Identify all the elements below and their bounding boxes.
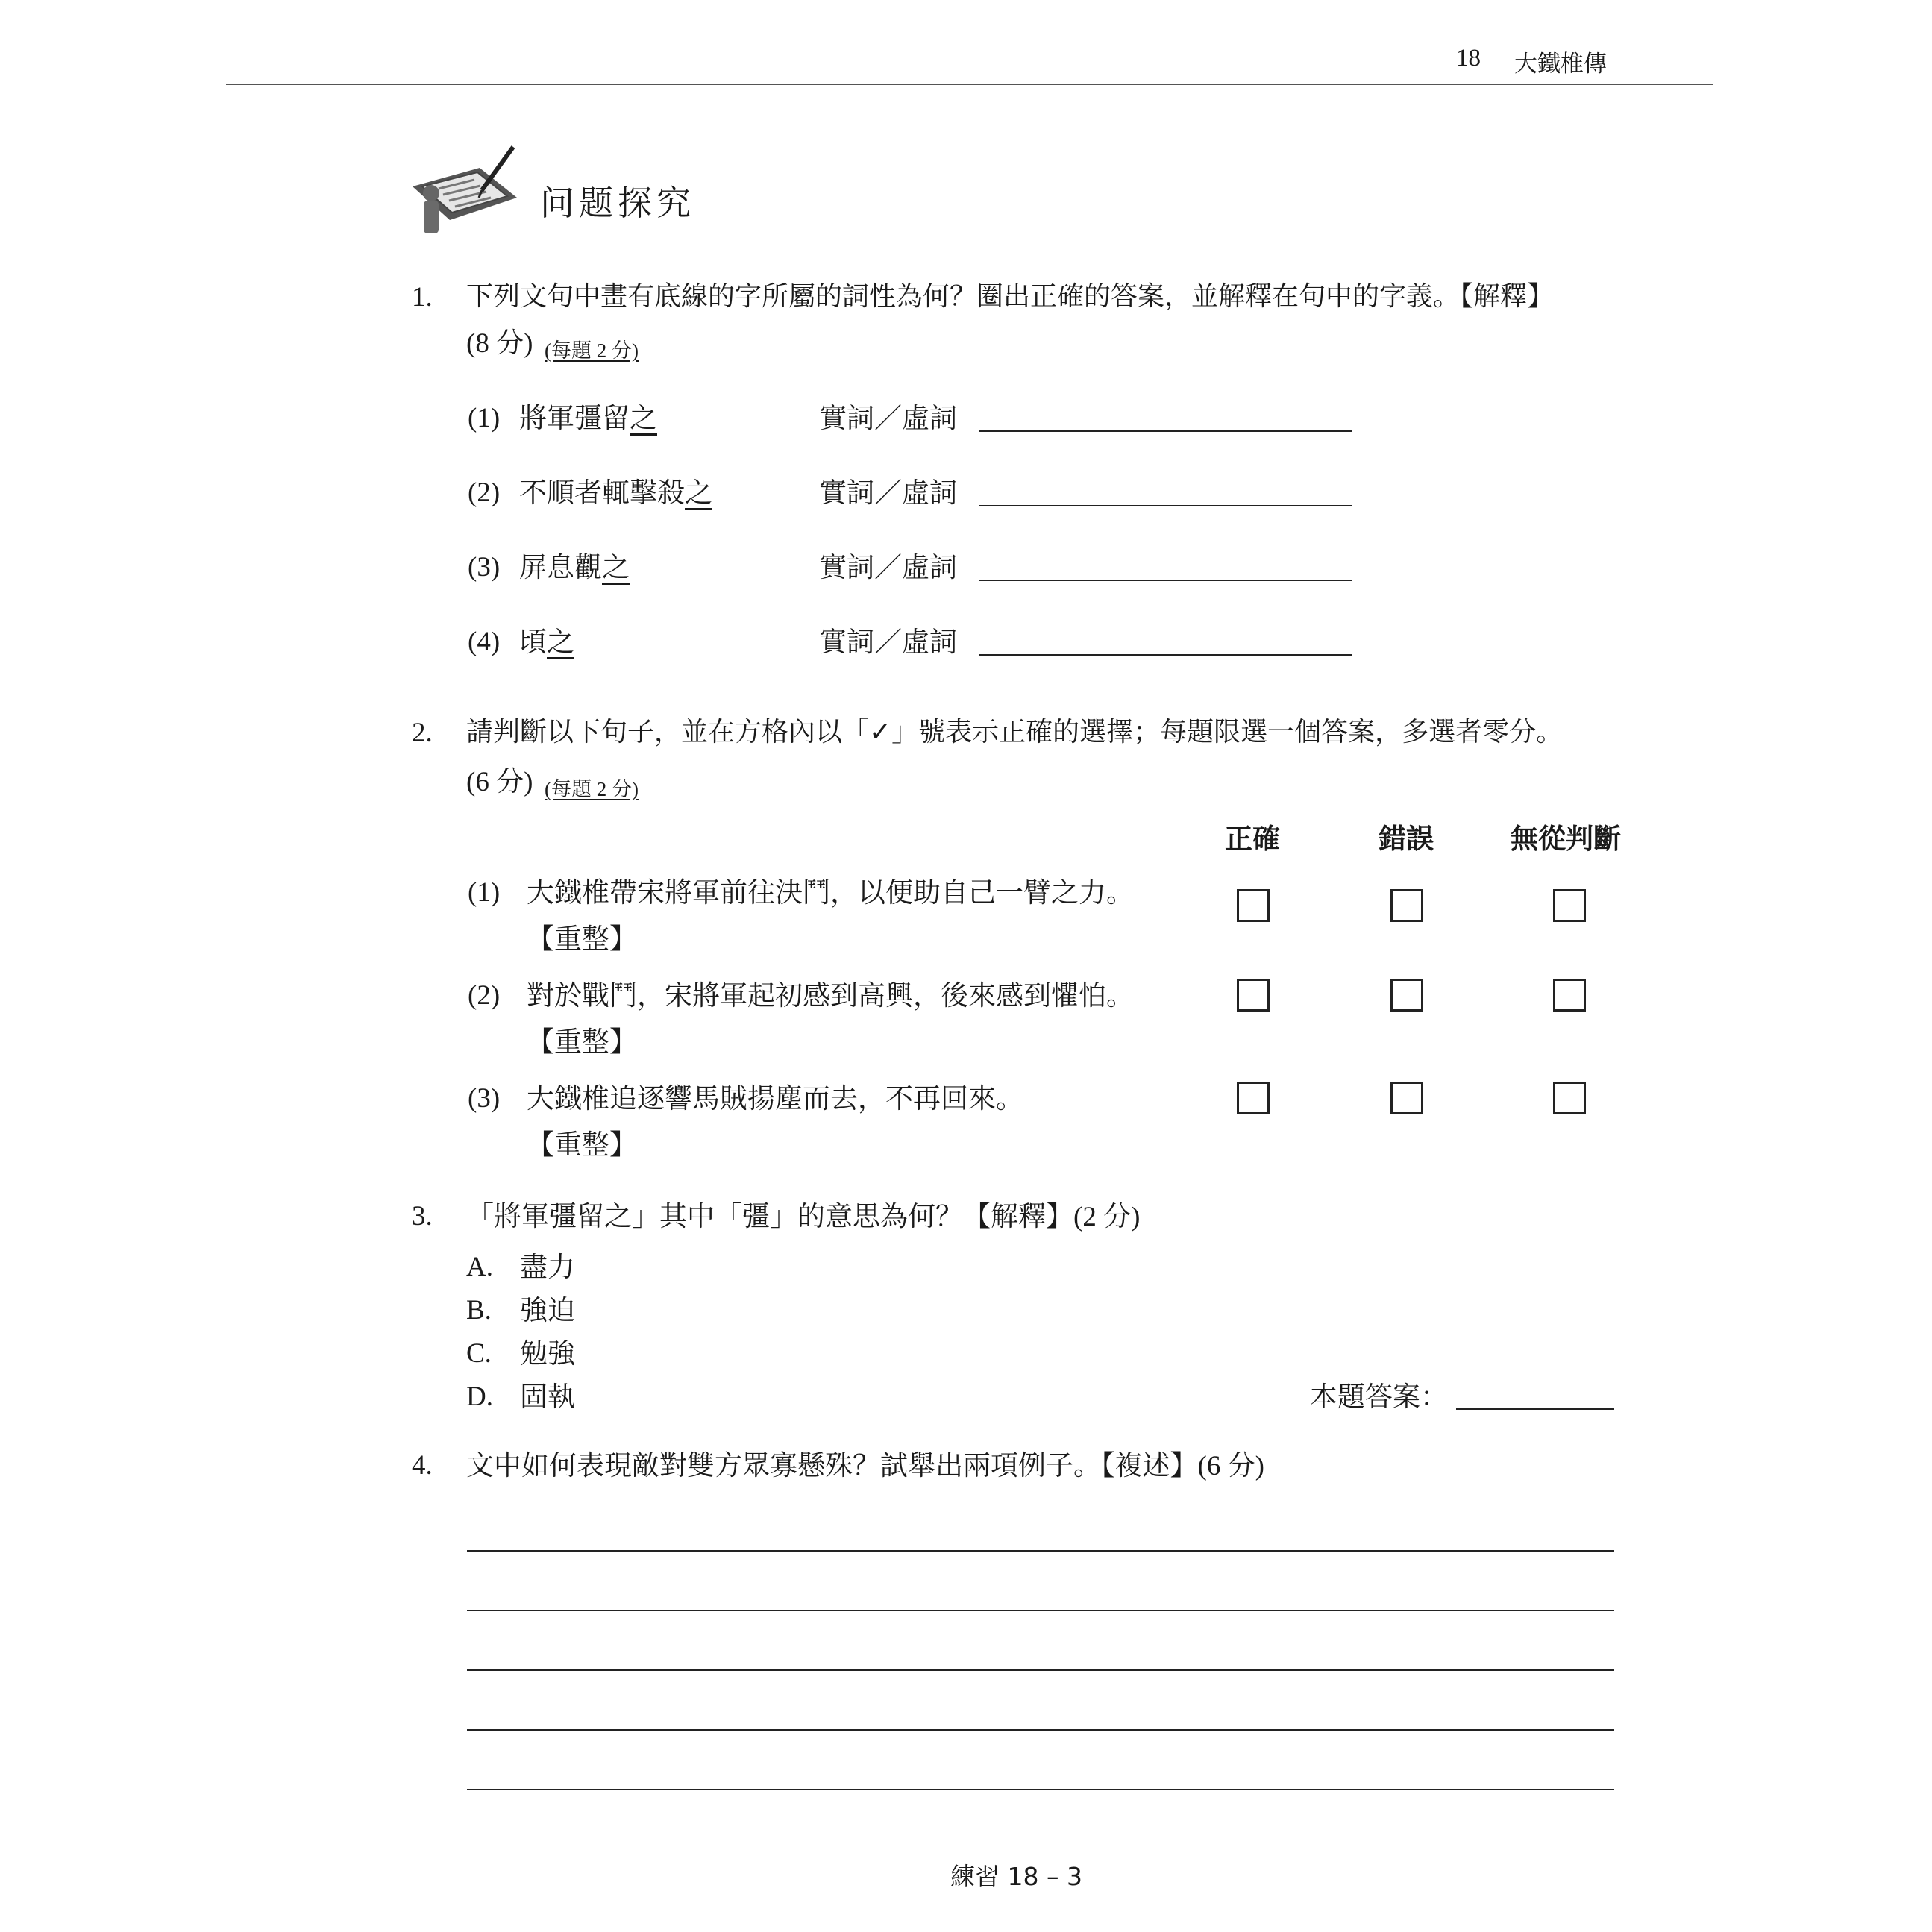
q1-answer-line[interactable] bbox=[979, 580, 1352, 581]
q1-item-underlined-char: 之 bbox=[547, 626, 574, 658]
checkbox-wrong[interactable] bbox=[1390, 889, 1423, 922]
q1-answer-line[interactable] bbox=[979, 654, 1352, 656]
checkbox-wrong[interactable] bbox=[1390, 979, 1423, 1012]
checkbox-undeterminable[interactable] bbox=[1553, 889, 1586, 922]
q1-item-prefix: 不順者輒擊殺 bbox=[519, 477, 685, 509]
q2-column-correct: 正確 bbox=[1225, 823, 1280, 855]
q2-item-number: (1) bbox=[468, 877, 501, 908]
q1-item-text bbox=[519, 628, 574, 656]
q1-item-underlined-char: 之 bbox=[630, 402, 657, 434]
q1-item-text bbox=[519, 553, 630, 581]
q1-item-underlined-char: 之 bbox=[602, 551, 630, 583]
q2-item-number: (2) bbox=[468, 980, 501, 1011]
q1-item-prefix: 頃 bbox=[519, 626, 547, 658]
q3-option-letter: C. bbox=[466, 1338, 492, 1369]
checkbox-undeterminable[interactable] bbox=[1553, 979, 1586, 1012]
q3-option-text: 強迫 bbox=[520, 1294, 575, 1326]
q2-item-tag: 【重整】 bbox=[527, 1129, 637, 1161]
q1-number: 1. bbox=[412, 282, 433, 313]
q2-column-undeterminable: 無從判斷 bbox=[1511, 823, 1621, 855]
q4-score: (6 分) bbox=[1197, 1451, 1264, 1481]
footer-page-label: 練習 18 – 3 bbox=[950, 1862, 1082, 1891]
q1-item-number: (4) bbox=[468, 627, 501, 657]
q1-item-prefix: 屏息觀 bbox=[519, 551, 602, 583]
q1-answer-line[interactable] bbox=[979, 430, 1352, 432]
q2-score: (6 分) bbox=[466, 767, 533, 797]
q1-item-number: (3) bbox=[468, 552, 501, 583]
q4-prompt bbox=[466, 1449, 1264, 1481]
q2-item-number: (3) bbox=[468, 1083, 501, 1114]
q3-answer-line[interactable] bbox=[1456, 1408, 1614, 1410]
q3-option-letter: D. bbox=[466, 1381, 493, 1412]
q3-prompt bbox=[466, 1202, 1140, 1231]
q1-score: (8 分) bbox=[466, 328, 533, 359]
q4-answer-line[interactable] bbox=[467, 1729, 1614, 1731]
q1-item-number: (1) bbox=[468, 403, 501, 433]
q2-prompt: 請判斷以下句子，並在方格內以「✓」號表示正確的選擇；每題限選一個答案，多選者零分。 bbox=[466, 717, 1564, 747]
q1-item-number: (2) bbox=[468, 477, 501, 508]
q3-option-text: 勉強 bbox=[520, 1337, 575, 1370]
q1-item-options[interactable]: 實詞／虛詞 bbox=[819, 477, 957, 509]
q4-answer-line[interactable] bbox=[467, 1789, 1614, 1790]
q2-item-tag: 【重整】 bbox=[527, 1026, 637, 1058]
q4-answer-line[interactable] bbox=[467, 1669, 1614, 1671]
q4-answer-line[interactable] bbox=[467, 1610, 1614, 1611]
q3-option-letter: B. bbox=[466, 1295, 492, 1326]
header-page-number: 18 bbox=[1456, 45, 1481, 72]
writing-desk-icon bbox=[409, 145, 521, 239]
q1-item-options[interactable]: 實詞／虛詞 bbox=[819, 402, 957, 434]
checkbox-wrong[interactable] bbox=[1390, 1082, 1423, 1114]
q1-item-underlined-char: 之 bbox=[685, 477, 712, 509]
q1-item-text bbox=[519, 404, 657, 432]
q1-item-text bbox=[519, 477, 712, 509]
q3-option-text: 盡力 bbox=[520, 1251, 575, 1283]
checkbox-correct[interactable] bbox=[1237, 979, 1270, 1012]
q2-item-text: 大鐵椎帶宋將軍前往決鬥，以便助自己一臂之力。 bbox=[527, 876, 1134, 909]
q3-answer-label: 本題答案： bbox=[1310, 1381, 1448, 1413]
q2-number: 2. bbox=[412, 718, 433, 748]
q3-number: 3. bbox=[412, 1201, 433, 1232]
q1-item-prefix: 將軍彊留 bbox=[519, 402, 630, 434]
header-rule bbox=[226, 84, 1713, 85]
q4-answer-line[interactable] bbox=[467, 1550, 1614, 1552]
q1-item-options[interactable]: 實詞／虛詞 bbox=[819, 551, 957, 583]
q2-item-text: 對於戰鬥，宋將軍起初感到高興，後來感到懼怕。 bbox=[527, 979, 1134, 1012]
q3-prompt-text: 「將軍彊留之」其中「彊」的意思為何？【解釋】 bbox=[466, 1200, 1073, 1232]
q2-item-tag: 【重整】 bbox=[527, 923, 637, 955]
checkbox-undeterminable[interactable] bbox=[1553, 1082, 1586, 1114]
header-lesson-title: 大鐵椎傳 bbox=[1514, 51, 1607, 78]
q3-option-text: 固執 bbox=[520, 1381, 575, 1413]
q4-number: 4. bbox=[412, 1450, 433, 1481]
checkbox-correct[interactable] bbox=[1237, 1082, 1270, 1114]
q1-score-note: (每題 2 分) bbox=[545, 339, 639, 362]
q1-answer-line[interactable] bbox=[979, 505, 1352, 506]
q1-prompt: 下列文句中畫有底線的字所屬的詞性為何？圈出正確的答案，並解釋在句中的字義。【解釋】 bbox=[466, 281, 1555, 312]
q3-score: (2 分) bbox=[1073, 1202, 1141, 1232]
q3-option-letter: A. bbox=[466, 1252, 493, 1282]
q4-prompt-text: 文中如何表現敵對雙方眾寡懸殊？試舉出兩項例子。【複述】 bbox=[466, 1449, 1198, 1481]
q2-item-text: 大鐵椎追逐響馬賊揚塵而去，不再回來。 bbox=[527, 1082, 1023, 1114]
q2-column-wrong: 錯誤 bbox=[1379, 823, 1434, 855]
q1-item-options[interactable]: 實詞／虛詞 bbox=[819, 626, 957, 658]
section-title: 问题探究 bbox=[540, 183, 695, 223]
checkbox-correct[interactable] bbox=[1237, 889, 1270, 922]
q2-score-note: (每題 2 分) bbox=[545, 778, 639, 800]
